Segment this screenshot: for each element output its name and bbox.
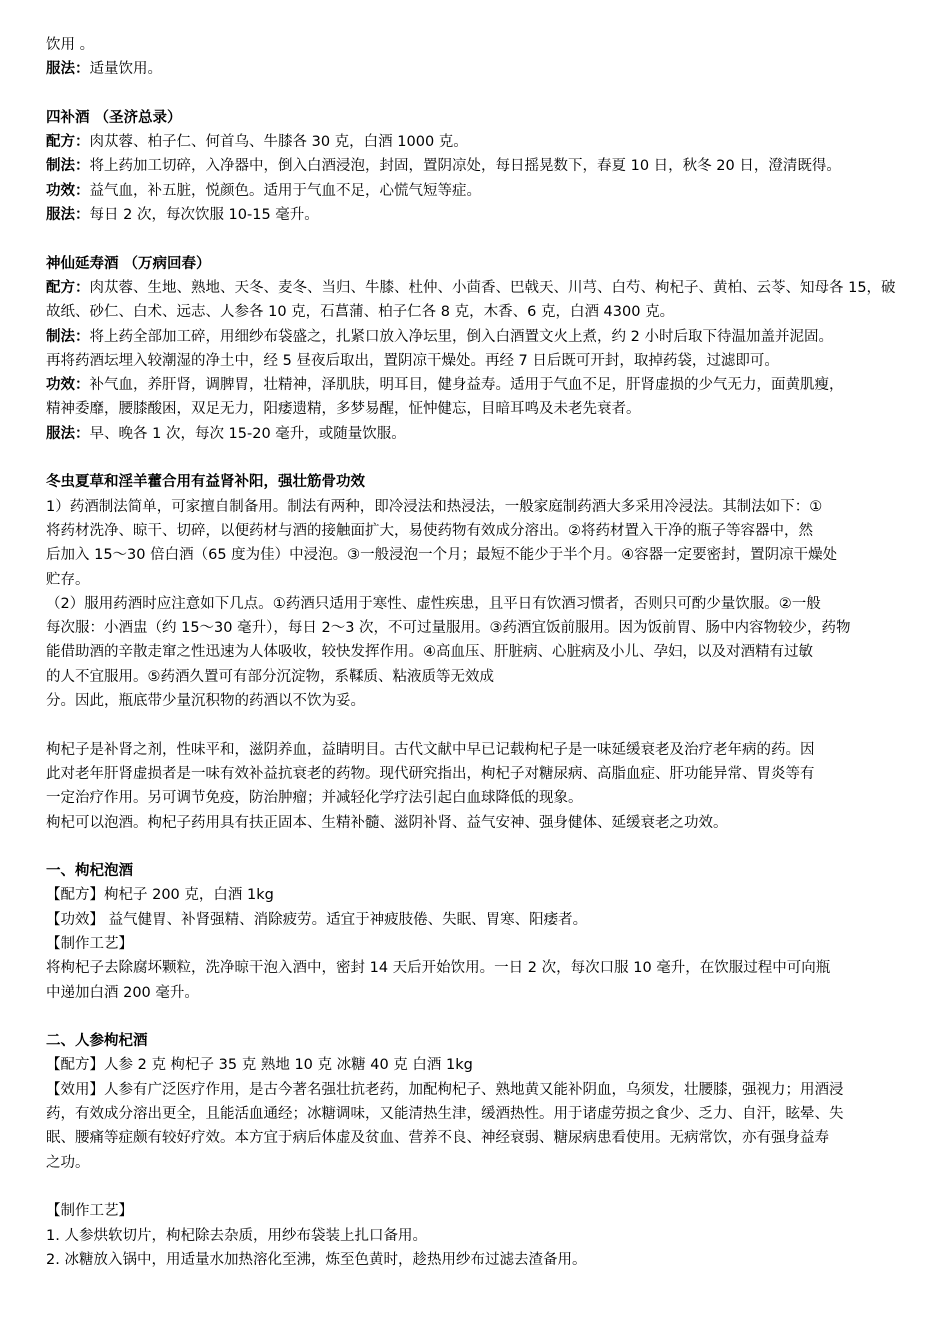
line-text: 饮用 。 [46,37,95,53]
line-text: 【配方】人参 2 克 枸杞子 35 克 熟地 10 克 冰糖 40 克 白酒 1kg [46,1057,473,1074]
line-text: （2）服用药酒时应注意如下几点。①药酒只适用于寒性、虚性疾患，且平日有饮酒习惯者，否则只可酌少量饮服。②一般 [46,595,821,612]
line-text: 之功。 [46,1154,90,1171]
blank-line [46,835,926,859]
line-text: 枸杞子是补肾之剂，性味平和，滋阴养血，益睛明目。古代文献中早已记载枸杞子是一味延缓衰老及治疗老年病的药。因 [46,741,815,758]
line-text: 每次服：小酒盅（约 15～30 毫升），每日 2～3 次，不可过量服用。③药酒宜饭前服用。因为饭前胃、肠中内容物较少，药物 [46,620,851,637]
text-line [46,397,926,421]
line-text: 将药材洗净、晾干、切碎，以便药材与酒的接触面扩大，易使药物有效成分溶出。②将药材置入干净的瓶子等容器中，然 [46,522,813,539]
text-line [46,786,926,810]
text-line [46,543,926,567]
line-text: 补气血，养肝肾，调脾胃，壮精神，泽肌肤，明耳目，健身益寿。适用于气血不足，肝肾虚损的少气无力，面黄肌瘦， [89,377,844,394]
text-line [46,154,926,178]
text-line [46,956,926,980]
text-line [46,300,926,324]
line-text: 【配方】枸杞子 200 克，白酒 1kg [46,887,274,904]
line-text: 将枸杞子去除腐坏颗粒，洗净晾干泡入酒中，密封 14 天后开始饮用。一日 2 次，每次口服 10 毫升，在饮服过程中可向瓶 [46,960,831,977]
field-label: 配方： [46,134,90,151]
blank-line [46,1005,926,1029]
text-line [46,1078,926,1102]
line-text: 此对老年肝肾虚损者是一味有效补益抗衰老的药物。现代研究指出，枸杞子对糖尿病、高脂血症、肝功能异常、胃炎等有 [46,765,815,782]
line-text: 1. 人参烘软切片，枸杞除去杂质，用纱布袋装上扎口备用。 [46,1227,427,1244]
field-label: 制法： [46,328,90,345]
text-line [46,252,926,276]
line-text: 【制作工艺】 [46,935,133,952]
field-label: 配方： [46,279,90,296]
text-line [46,57,926,81]
line-text: 一定治疗作用。另可调节免疫，防治肿瘤；并减轻化学疗法引起白血球降低的现象。 [46,790,583,807]
field-label: 服法： [46,425,90,442]
line-text: 肉苁蓉、生地、熟地、天冬、麦冬、当归、牛膝、杜仲、小茴香、巴戟天、川芎、白芍、枸杞子、黄柏、云苓、知母各 15，破 [89,279,896,296]
line-text: 故纸、砂仁、白术、远志、人参各 10 克，石菖蒲、柏子仁各 8 克，木香、6 克，白酒 4300 克。 [46,304,675,321]
line-text: 精神委靡，腰膝酸困，双足无力，阳痿遗精，多梦易醒，怔忡健忘，目暗耳鸣及未老先衰者。 [46,401,641,418]
line-text: 益气血，补五脏，悦颜色。适用于气血不足，心慌气短等症。 [89,182,481,199]
line-text: 每日 2 次，每次饮服 10-15 毫升。 [89,207,319,224]
line-text: 的人不宜服用。⑤药酒久置可有部分沉淀物，系鞣质、粘液质等无效成 [46,668,494,685]
text-line [46,1151,926,1175]
line-text: 早、晚各 1 次，每次 15-20 毫升，或随量饮服。 [89,425,406,442]
text-line [46,33,926,57]
text-line [46,1224,926,1248]
text-line [46,1199,926,1223]
text-line [46,495,926,519]
line-text: 后加入 15～30 倍白酒（65 度为佳）中浸泡。③一般浸泡一个月；最短不能少于半个月。④容器一定要密封，置阴凉干燥处 [46,547,838,564]
document-page [46,33,926,1272]
text-line [46,859,926,883]
line-text: 眠、腰痛等症颇有较好疗效。本方宜于病后体虚及贫血、营养不良、神经衰弱、糖尿病患看使用。无病常饮，亦有强身益寿 [46,1130,829,1147]
blank-line [46,227,926,251]
text-line [46,422,926,446]
section-heading: 四补酒 （圣济总录） [46,109,182,126]
text-line [46,1053,926,1077]
text-line [46,1029,926,1053]
field-label: 功效： [46,377,90,394]
line-text: 【功效】 益气健胃、补肾强精、消除疲劳。适宜于神疲肢倦、失眠、胃寒、阳痿者。 [46,911,588,928]
text-line [46,1248,926,1272]
line-text: 【制作工艺】 [46,1203,133,1220]
line-text: 枸杞可以泡酒。枸杞子药用具有扶正固本、生精补髓、滋阴补肾、益气安神、强身健体、延缓衰老之功效。 [46,814,728,831]
blank-line [46,1175,926,1199]
text-line [46,592,926,616]
line-text: 肉苁蓉、柏子仁、何首乌、牛膝各 30 克，白酒 1000 克。 [89,134,468,151]
section-heading: 冬虫夏草和淫羊藿合用有益肾补阳，强壮筋骨功效 [46,474,365,491]
line-text: 1）药酒制法简单，可家擅自制备用。制法有两种，即冷浸法和热浸法，一般家庭制药酒大多采用冷浸法。其制法如下：① [46,498,823,515]
line-text: 贮存。 [46,571,90,588]
line-text: 再将药酒坛埋入较潮湿的净土中，经 5 昼夜后取出，置阴凉干燥处。再经 7 日后既可开封，取掉药袋，过滤即可。 [46,352,779,369]
text-line [46,130,926,154]
text-line [46,1102,926,1126]
line-text: 中递加白酒 200 毫升。 [46,984,199,1001]
text-line [46,325,926,349]
text-line [46,640,926,664]
blank-line [46,446,926,470]
text-line [46,203,926,227]
text-line [46,932,926,956]
section-heading: 二、人参枸杞酒 [46,1033,148,1050]
text-line [46,689,926,713]
text-line [46,811,926,835]
text-line [46,738,926,762]
text-line [46,883,926,907]
text-line [46,276,926,300]
line-text: 2. 冰糖放入锅中，用适量水加热溶化至沸，炼至色黄时，趁热用纱布过滤去渣备用。 [46,1251,587,1268]
text-line [46,373,926,397]
text-line [46,349,926,373]
line-text: 适量饮用。 [89,61,162,78]
line-text: 能借助酒的辛散走窜之性迅速为人体吸收，较快发挥作用。④高血压、肝脏病、心脏病及小儿、孕妇，以及对酒精有过敏 [46,644,813,661]
text-line [46,665,926,689]
blank-line [46,713,926,737]
field-label: 功效： [46,182,90,199]
text-line [46,981,926,1005]
text-line [46,762,926,786]
text-line [46,908,926,932]
line-text: 将上药全部加工碎，用细纱布袋盛之，扎紧口放入净坛里，倒入白酒置文火上煮，约 2 小时后取下待温加盖并泥固。 [89,328,833,345]
section-heading: 一、枸杞泡酒 [46,863,133,880]
line-text: 药，有效成分溶出更全，且能活血通经；冰糖调味，又能清热生津，缓酒热性。用于诸虚劳损之食少、乏力、自汗，眩晕、失 [46,1106,844,1123]
field-label: 服法： [46,207,90,224]
text-line [46,616,926,640]
text-line [46,568,926,592]
section-heading: 神仙延寿酒 （万病回春） [46,255,211,272]
text-line [46,179,926,203]
text-line [46,106,926,130]
line-text: 分。因此，瓶底带少量沉积物的药酒以不饮为妥。 [46,693,365,710]
field-label: 制法： [46,158,90,175]
blank-line [46,82,926,106]
line-text: 将上药加工切碎，入净器中，倒入白酒浸泡，封固，置阴凉处，每日摇晃数下，春夏 10 日，秋冬 20 日，澄清既得。 [89,158,841,175]
text-line [46,519,926,543]
text-line [46,1126,926,1150]
line-text: 【效用】人参有广泛医疗作用，是古今著名强壮抗老药，加配枸杞子、熟地黄又能补阴血，乌须发，壮腰膝，强视力；用酒浸 [46,1081,844,1098]
text-line [46,470,926,494]
field-label: 服法： [46,61,90,78]
